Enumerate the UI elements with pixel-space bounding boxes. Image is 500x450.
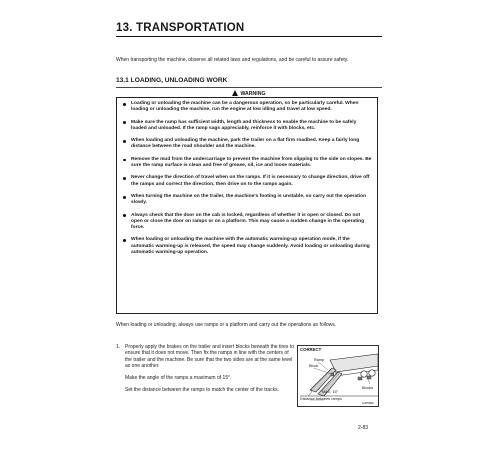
bullet-icon — [123, 159, 126, 162]
step-paragraph: Properly apply the brakes on the trailer and insert blocks beneath the tires to ensure that it does not move. Then fix the ramps in line with the centers of the trailer and the machine. Be sure that the two sides are at the same level as one another. — [125, 344, 294, 369]
figure-correct-label: CORRECT — [300, 347, 322, 352]
intro-paragraph: When transporting the machine, observe all related laws and regulations, and be careful to assure safety. — [116, 57, 349, 63]
section-rule — [116, 87, 382, 88]
figure-ramp-label: Ramp — [314, 358, 325, 362]
warning-item-text: Never change the direction of travel when on the ramps. If it is necessary to change direction, drive off the ramps and correct the direction, then drive on to the ramps again. — [131, 175, 370, 187]
warning-item — [122, 157, 373, 170]
figure-max-angle-label: MAX. 15° — [322, 390, 339, 394]
bullet-icon — [123, 214, 126, 217]
warning-item-text: When loading or unloading the machine with the automatic warming-up operation mode, if the automatic warming-up is released, the speed may change suddenly. Avoid loading or unloading during automatic warming-up operation. — [131, 237, 370, 256]
warning-item — [122, 120, 373, 133]
bullet-icon — [123, 177, 126, 180]
warning-item-text: Loading or unloading the machine can be a dangerous operation, so be particularly careful. When loading or unloading the machine, run the engine at low idling and travel at low speed. — [131, 101, 359, 113]
warning-label — [116, 90, 382, 97]
step-number: 1. — [116, 344, 121, 350]
warning-item — [122, 213, 373, 232]
warning-item-text: When turning the machine on the trailer, the machine's footing is unstable, so carry out the operation slowly. — [131, 193, 367, 206]
warning-list — [122, 101, 373, 256]
bullet-icon — [123, 239, 126, 242]
figure-block-label: Block — [309, 364, 319, 368]
warning-item-text: When loading and unloading the machine, park the trailer on a flat firm roadbed. Keep a fairly long distance between the road shoulder and the machine. — [131, 138, 360, 150]
warning-item — [122, 237, 373, 256]
warning-item-text: Make sure the ramp has sufficient width, length and thickness to enable the machine to be safely loaded and unloaded. If the ramp sags appreciably, reinforce it with blocks, etc. — [131, 119, 357, 131]
page-number: 2-83 — [358, 425, 369, 431]
after-warning-paragraph: When loading or unloading, always use ramps or a platform and carry out the operations as follows. — [116, 322, 337, 328]
figure-code-label: AJ05860 — [362, 401, 374, 405]
section-title: 13.1 LOADING, UNLOADING WORK — [116, 77, 228, 84]
warning-label-text: WARNING — [240, 91, 266, 97]
warning-item — [122, 175, 373, 188]
figure-distance-label: Distance between ramps — [300, 397, 342, 401]
warning-item-text: Remove the mud from the undercarriage to prevent the machine from slipping to the side on slopes. Be sure the ramp surface is clean and free of grease, oil, ice and loose materials. — [131, 156, 372, 169]
warning-item — [122, 101, 373, 114]
bullet-icon — [123, 103, 126, 106]
warning-item — [122, 138, 373, 151]
bullet-icon — [123, 196, 126, 199]
figure-blocks-label: Blocks — [362, 386, 374, 390]
chapter-title: 13. TRANSPORTATION — [116, 22, 382, 37]
step-paragraph: Set the distance between the ramps to match the center of the tracks. — [125, 387, 279, 394]
warning-box — [116, 97, 378, 314]
bullet-icon — [123, 121, 126, 124]
warning-item-text: Always check that the door on the cab is locked, regardless of whether it is open or closed. Do not open or close the door on ramps or on a platform. This may cause a sudden change in the operating force. — [131, 212, 365, 231]
warning-triangle-icon — [232, 90, 238, 96]
step-paragraph: Make the angle of the ramps a maximum of 15°. — [125, 375, 232, 382]
warning-item — [122, 194, 373, 207]
loading-figure — [297, 345, 379, 407]
step-1 — [116, 344, 294, 400]
bullet-icon — [123, 140, 126, 143]
